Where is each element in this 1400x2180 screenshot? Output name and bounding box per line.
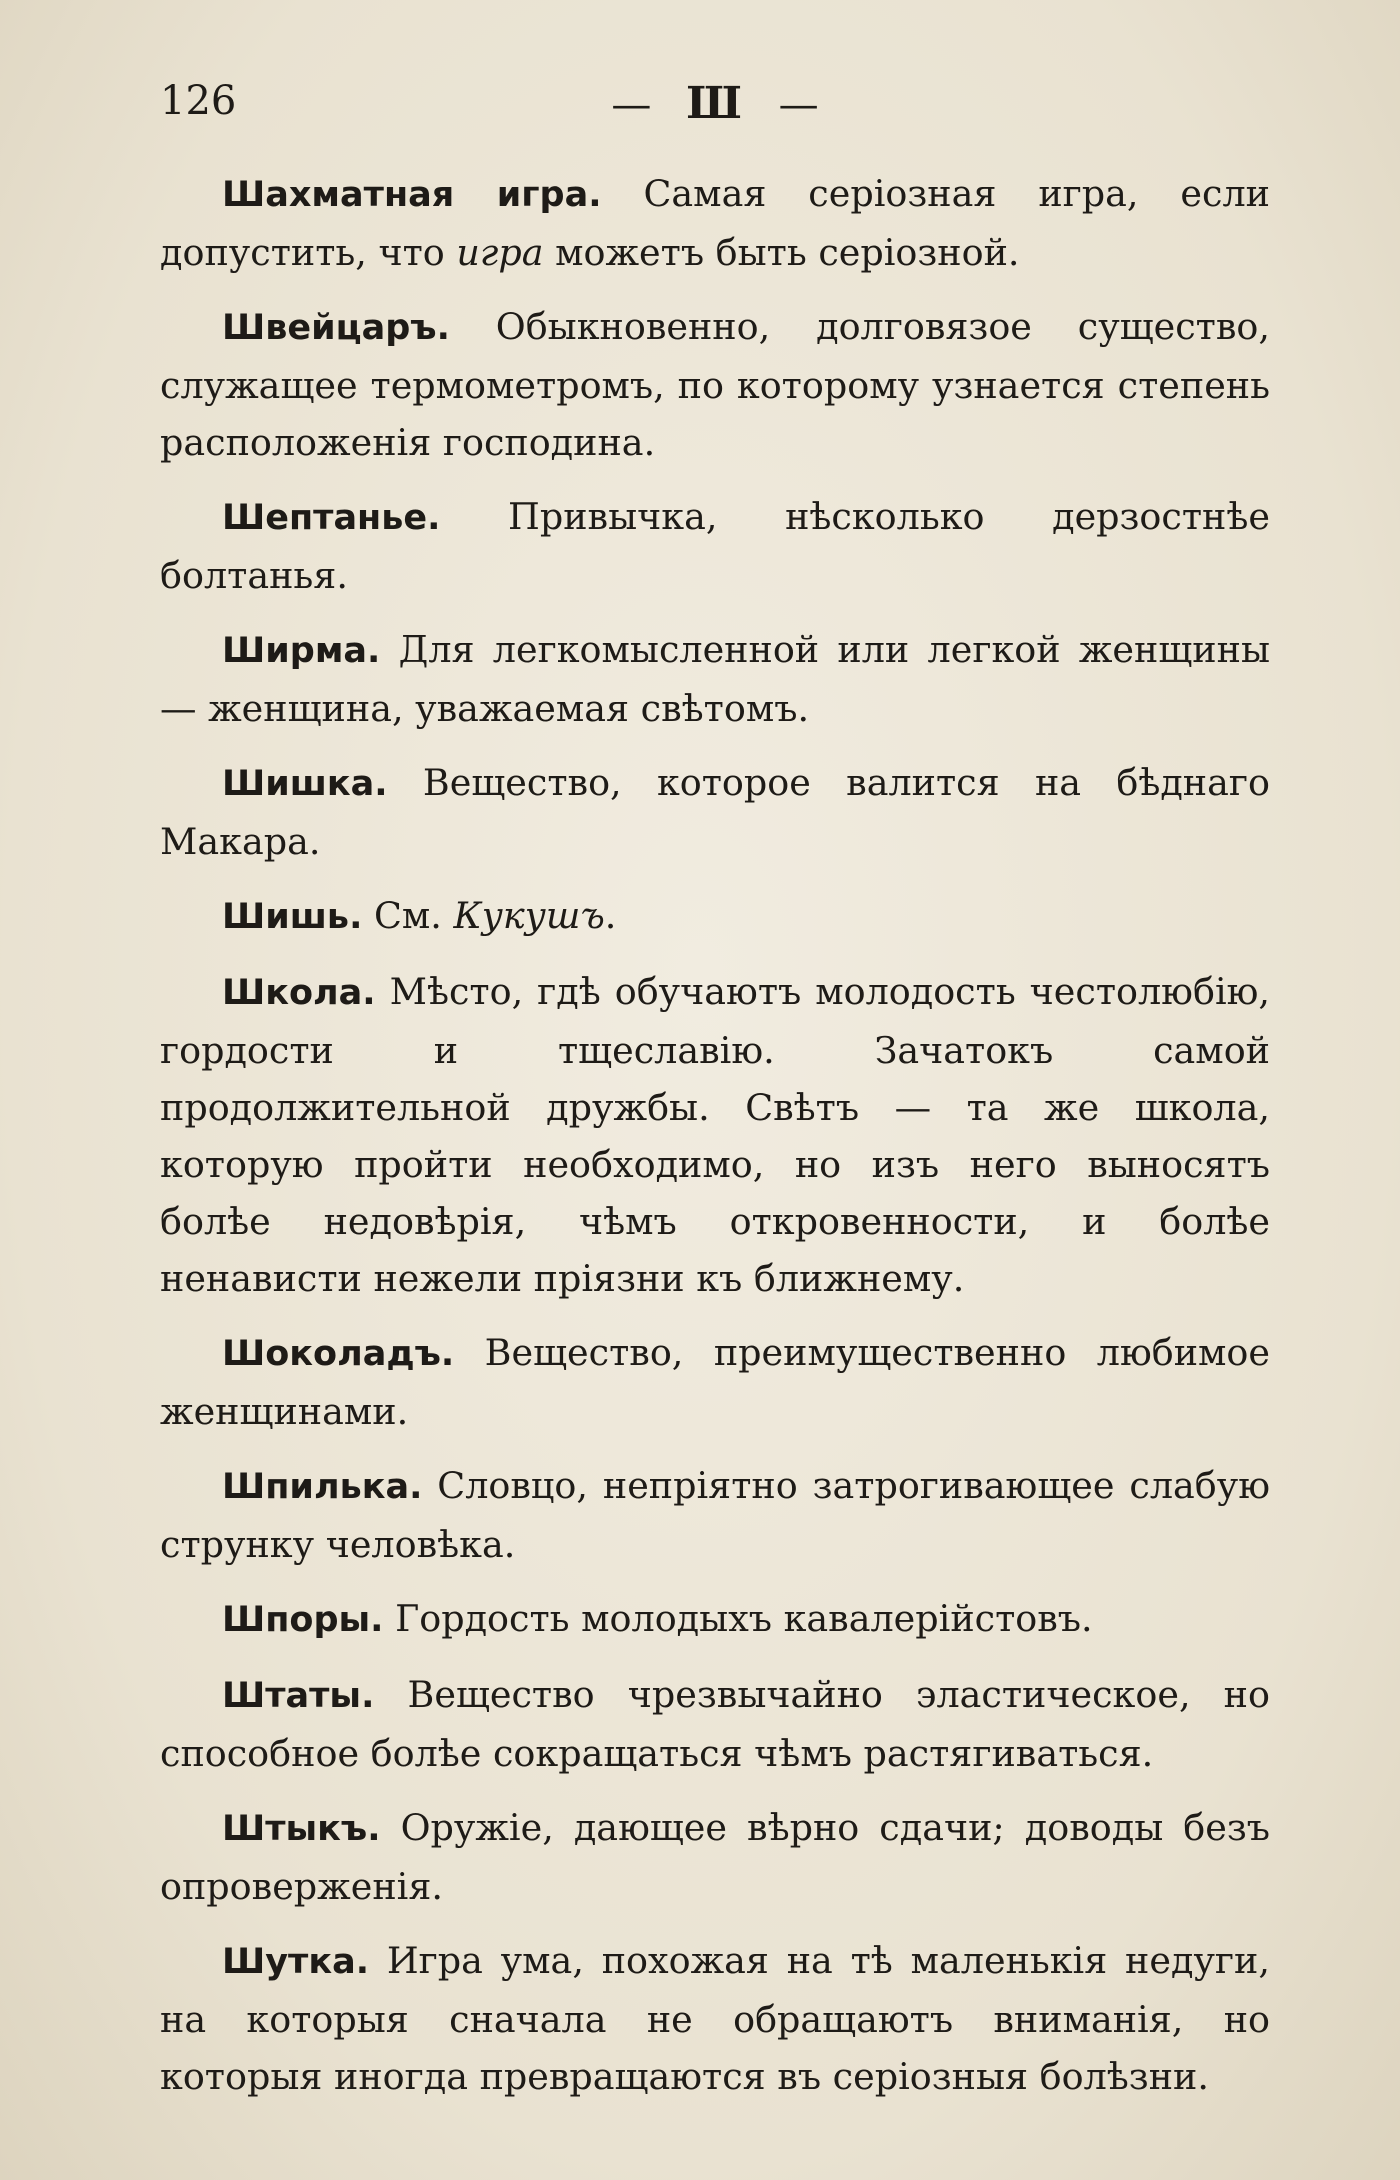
page-number: 126: [160, 78, 237, 124]
entry-term: Шоколадъ.: [222, 1334, 455, 1374]
entry-shtyk: [160, 1799, 1270, 1915]
heading-dash-right: —: [778, 82, 819, 128]
entry-shpory: [160, 1590, 1270, 1649]
entry-definition: Обыкновенно, долговязое существо, служащее термометромъ, по которому узнается степень расположенія господина.: [160, 305, 1271, 464]
entry-definition: Вещество, которое валится на бѣднаго Макара.: [160, 761, 1270, 863]
entry-definition: Привычка, нѣсколько дерзостнѣе болтанья.: [160, 495, 1270, 597]
entry-term: Шпоры.: [222, 1600, 384, 1640]
entry-term: Шишь.: [222, 897, 363, 937]
entry-definition: Гордость молодыхъ кавалерійстовъ.: [395, 1597, 1093, 1640]
entry-definition: Игра ума, похожая на тѣ маленькія недуги, на которыя сначала не обращаютъ вниманія, но которыя иногда превращаются въ серіозныя болѣзни.: [160, 1939, 1270, 2098]
entry-term: Шишка.: [222, 764, 388, 804]
entry-shishka: [160, 754, 1270, 870]
entry-definition: Вещество чрезвычайно эластическое, но способное болѣе сокращаться чѣмъ растягиваться.: [160, 1673, 1270, 1775]
entry-shpilka: [160, 1457, 1270, 1573]
entry-term: Шахматная игра.: [222, 175, 602, 215]
entry-shirma: [160, 621, 1270, 737]
entry-definition: Самая серіозная игра, если допустить, что игра можетъ быть серіозной.: [160, 172, 1270, 274]
entry-shakhmatnaya-igra: [160, 165, 1270, 281]
entry-shutka: [160, 1932, 1270, 2105]
entry-definition: См. Кукушъ.: [373, 894, 617, 937]
entry-term: Шпилька.: [222, 1467, 423, 1507]
entry-term: Шутка.: [222, 1942, 370, 1982]
section-heading: [160, 78, 1270, 129]
section-letter: Ш: [686, 78, 744, 129]
entry-shokolad: [160, 1324, 1270, 1440]
italic-word: игра: [456, 231, 544, 274]
entry-shkola: [160, 963, 1270, 1307]
page-header: [160, 78, 1270, 138]
entry-shish: [160, 887, 1270, 946]
entry-definition: Для легкомысленной или легкой женщины — женщина, уважаемая свѣтомъ.: [160, 628, 1270, 730]
entry-term: Ширма.: [222, 631, 381, 671]
entry-definition: Мѣсто, гдѣ обучаютъ молодость честолюбію, гордости и тщеславію. Зачатокъ самой продолжительной дружбы. Свѣтъ — та же школа, которую пройти необходимо, но изъ него выносятъ болѣе недовѣрія, чѣмъ откровенности, и болѣе ненависти нежели пріязни къ ближнему.: [160, 970, 1270, 1300]
entry-definition: Словцо, непріятно затрогивающее слабую струнку человѣка.: [160, 1464, 1270, 1566]
entry-sheptanye: [160, 488, 1270, 604]
entry-definition: Оружіе, дающее вѣрно сдачи; доводы безъ опроверженія.: [160, 1806, 1270, 1908]
heading-dash-left: —: [611, 82, 652, 128]
entry-term: Шептанье.: [222, 498, 441, 538]
dictionary-entries: [160, 165, 1270, 2122]
italic-word: Кукушъ: [453, 894, 605, 937]
entry-shtaty: [160, 1666, 1270, 1782]
entry-term: Швейцаръ.: [222, 308, 450, 348]
entry-term: Школа.: [222, 973, 376, 1013]
entry-shveytsar: [160, 298, 1270, 471]
entry-term: Штаты.: [222, 1676, 375, 1716]
entry-term: Штыкъ.: [222, 1809, 381, 1849]
entry-definition: Вещество, преимущественно любимое женщинами.: [160, 1331, 1270, 1433]
